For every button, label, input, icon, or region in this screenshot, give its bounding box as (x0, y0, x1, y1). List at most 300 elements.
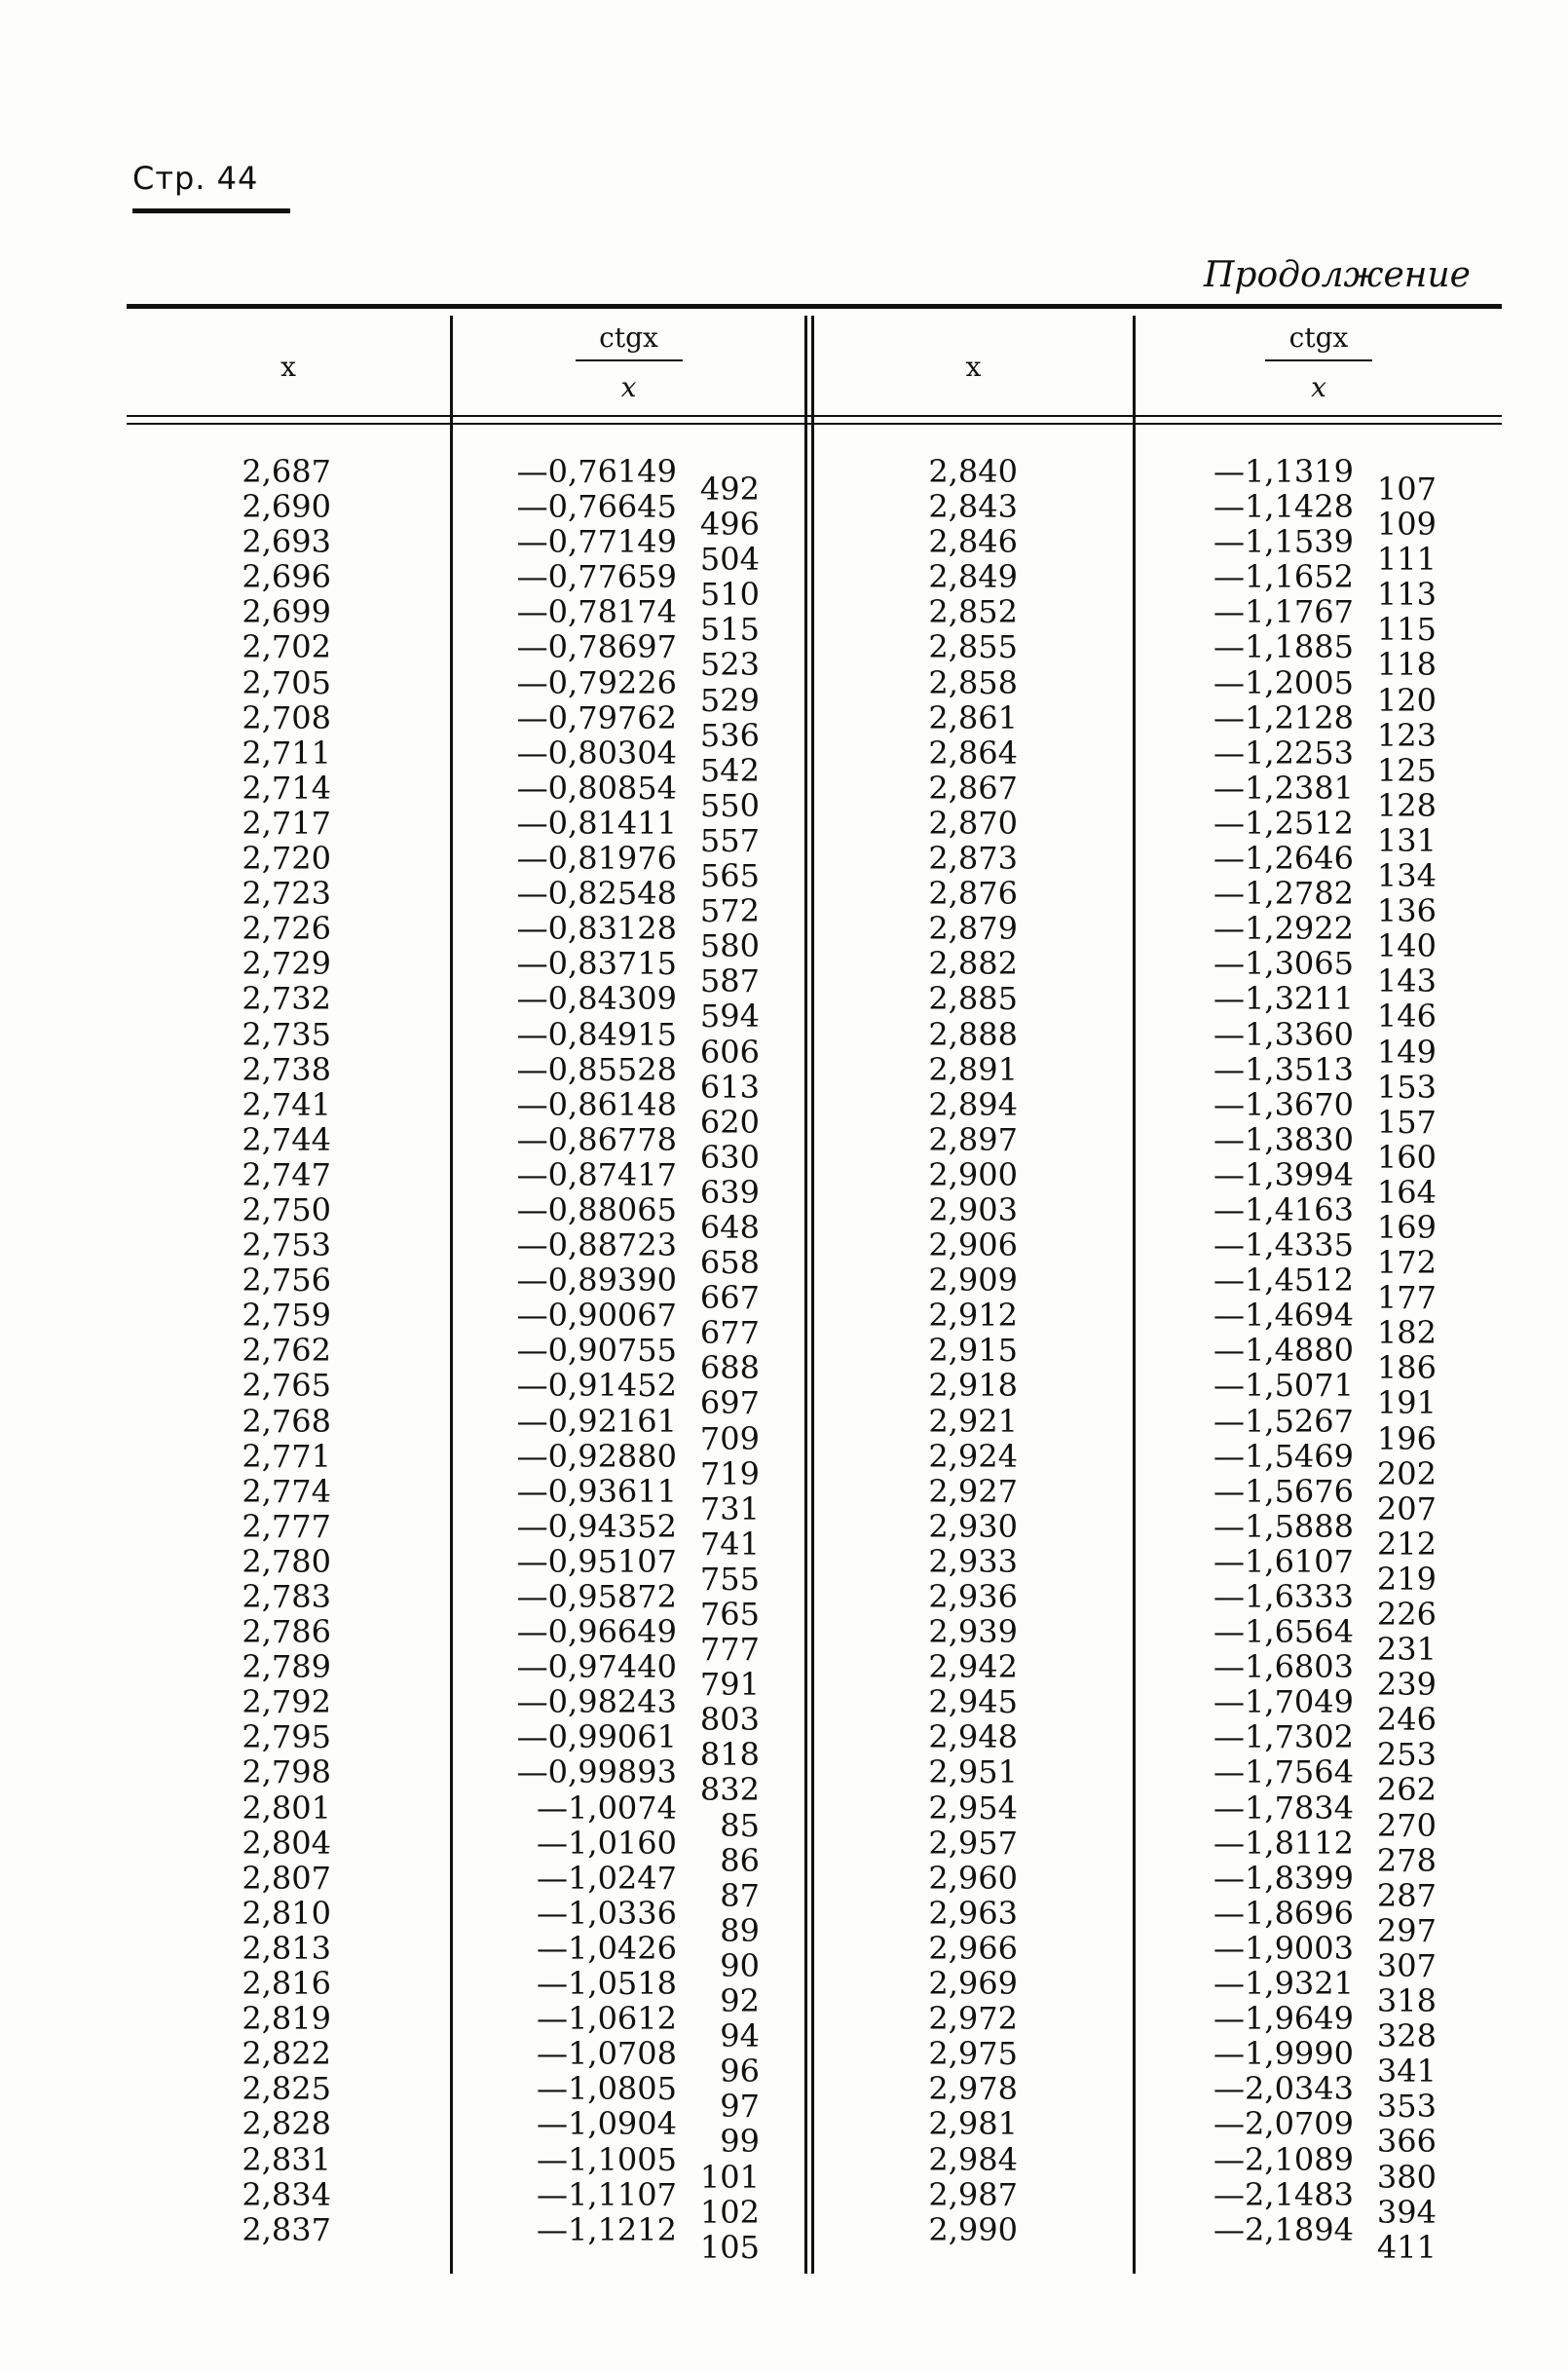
table-cell-difference: 92 (720, 1982, 760, 2020)
table-cell-difference: 536 (699, 716, 760, 754)
table-cell-difference: 113 (1376, 576, 1437, 614)
table-cell-difference: 688 (699, 1349, 760, 1387)
page-number-underline (132, 208, 290, 213)
table-cell-x: 2,951 (928, 1753, 1018, 1791)
table-cell-ctgx-over-x: —1,0805 (537, 2070, 677, 2108)
table-cell-x: 2,858 (928, 663, 1018, 701)
table-cell-x: 2,795 (242, 1718, 331, 1756)
table-cell-ctgx-over-x: —1,7302 (1213, 1718, 1354, 1756)
table-cell-x: 2,741 (242, 1085, 331, 1123)
table-cell-ctgx-over-x: —0,77659 (516, 558, 677, 596)
table-cell-difference: 219 (1376, 1560, 1437, 1598)
table-cell-x: 2,690 (242, 488, 331, 526)
table-cell-difference: 594 (699, 998, 760, 1036)
table-cell-ctgx-over-x: —0,98243 (516, 1683, 677, 1721)
table-cell-x: 2,696 (242, 558, 331, 596)
table-cell-difference: 207 (1376, 1489, 1437, 1527)
table-cell-x: 2,780 (242, 1542, 331, 1580)
table-cell-ctgx-over-x: —1,9990 (1213, 2035, 1354, 2073)
table-cell-x: 2,786 (242, 1613, 331, 1651)
table-top-rule (127, 304, 1502, 309)
table-cell-difference: 667 (699, 1279, 760, 1317)
table-cell-ctgx-over-x: —1,4163 (1213, 1190, 1354, 1228)
table-cell-x: 2,738 (242, 1050, 331, 1088)
table-cell-ctgx-over-x: —1,0426 (537, 1929, 677, 1967)
table-cell-x: 2,834 (242, 2175, 331, 2213)
table-cell-difference: 366 (1376, 2123, 1437, 2161)
table-cell-difference: 105 (699, 2228, 760, 2266)
table-cell-difference: 818 (699, 1736, 760, 1774)
table-cell-ctgx-over-x: —1,0247 (537, 1859, 677, 1897)
table-cell-x: 2,849 (928, 558, 1018, 596)
table-cell-x: 2,846 (928, 523, 1018, 561)
table-cell-ctgx-over-x: —1,1885 (1213, 628, 1354, 666)
table-cell-difference: 96 (720, 2053, 760, 2090)
table-cell-x: 2,711 (242, 734, 331, 772)
table-cell-x: 2,867 (928, 769, 1018, 807)
table-cell-difference: 107 (1376, 471, 1437, 508)
table-cell-difference: 172 (1376, 1244, 1437, 1282)
table-cell-difference: 523 (699, 646, 760, 684)
table-cell-difference: 297 (1376, 1911, 1437, 1949)
table-cell-x: 2,975 (928, 2035, 1018, 2073)
header-left-ctgx-over-x (453, 321, 804, 403)
table-cell-x: 2,960 (928, 1859, 1018, 1897)
table-cell-difference: 709 (699, 1419, 760, 1457)
table-cell-ctgx-over-x: —1,2128 (1213, 698, 1354, 736)
table-cell-difference: 177 (1376, 1279, 1437, 1317)
table-cell-difference: 697 (699, 1384, 760, 1422)
table-cell-x: 2,720 (242, 840, 331, 878)
table-cell-difference: 648 (699, 1208, 760, 1246)
table-cell-ctgx-over-x: —0,81411 (516, 804, 677, 842)
table-cell-difference: 492 (699, 471, 760, 508)
table-cell-x: 2,879 (928, 910, 1018, 948)
table-cell-ctgx-over-x: —1,5469 (1213, 1437, 1354, 1475)
table-cell-x: 2,774 (242, 1472, 331, 1510)
table-cell-ctgx-over-x: —1,0904 (537, 2105, 677, 2143)
table-cell-x: 2,819 (242, 2000, 331, 2038)
table-cell-x: 2,687 (242, 453, 331, 490)
table-cell-difference: 182 (1376, 1314, 1437, 1352)
table-cell-ctgx-over-x: —0,89390 (516, 1262, 677, 1300)
table-cell-x: 2,813 (242, 1929, 331, 1967)
table-cell-difference: 719 (699, 1454, 760, 1492)
table-cell-difference: 140 (1376, 927, 1437, 965)
table-cell-x: 2,903 (928, 1190, 1018, 1228)
table-cell-difference: 118 (1376, 646, 1437, 684)
table-cell-difference: 120 (1376, 681, 1437, 719)
table-cell-ctgx-over-x: —1,0708 (537, 2035, 677, 2073)
right-x-column (877, 454, 1018, 2247)
table-cell-ctgx-over-x: —1,8399 (1213, 1859, 1354, 1897)
table-cell-ctgx-over-x: —0,86778 (516, 1120, 677, 1158)
table-cell-ctgx-over-x: —0,80304 (516, 734, 677, 772)
table-cell-difference: 160 (1376, 1138, 1437, 1176)
table-cell-ctgx-over-x: —1,6333 (1213, 1578, 1354, 1615)
table-cell-difference: 146 (1376, 998, 1437, 1036)
table-cell-difference: 153 (1376, 1068, 1437, 1106)
table-cell-x: 2,792 (242, 1683, 331, 1721)
table-cell-difference: 86 (720, 1841, 760, 1879)
center-divider-b (811, 316, 814, 2274)
table-cell-difference: 149 (1376, 1033, 1437, 1071)
table-cell-x: 2,816 (242, 1965, 331, 2003)
table-cell-ctgx-over-x: —1,7049 (1213, 1683, 1354, 1721)
table-cell-x: 2,936 (928, 1578, 1018, 1615)
table-cell-ctgx-over-x: —0,76149 (516, 453, 677, 490)
table-cell-difference: 111 (1376, 541, 1437, 579)
table-cell-difference: 587 (699, 962, 760, 1000)
table-cell-difference: 97 (720, 2088, 760, 2126)
table-cell-difference: 658 (699, 1244, 760, 1282)
table-cell-difference: 136 (1376, 892, 1437, 930)
table-cell-difference: 270 (1376, 1806, 1437, 1844)
table-cell-x: 2,735 (242, 1015, 331, 1053)
table-cell-ctgx-over-x: —1,1539 (1213, 523, 1354, 561)
table-cell-difference: 529 (699, 681, 760, 719)
table-cell-difference: 101 (699, 2158, 760, 2196)
table-cell-difference: 731 (699, 1489, 760, 1527)
header-right-denominator: x (1311, 371, 1326, 403)
table-cell-difference: 677 (699, 1314, 760, 1352)
table-cell-ctgx-over-x: —1,1652 (1213, 558, 1354, 596)
table-cell-ctgx-over-x: —1,2646 (1213, 840, 1354, 878)
table-cell-ctgx-over-x: —1,0160 (537, 1824, 677, 1862)
table-cell-x: 2,762 (242, 1332, 331, 1370)
table-cell-x: 2,900 (928, 1155, 1018, 1193)
table-cell-x: 2,921 (928, 1402, 1018, 1440)
table-cell-difference: 186 (1376, 1349, 1437, 1387)
table-cell-x: 2,927 (928, 1472, 1018, 1510)
table-cell-ctgx-over-x: —0,97440 (516, 1648, 677, 1686)
table-cell-ctgx-over-x: —0,77149 (516, 523, 677, 561)
table-cell-difference: 328 (1376, 2017, 1437, 2055)
table-cell-ctgx-over-x: —1,1005 (537, 2140, 677, 2178)
table-cell-ctgx-over-x: —1,5267 (1213, 1402, 1354, 1440)
table-cell-x: 2,699 (242, 593, 331, 631)
table-cell-x: 2,864 (928, 734, 1018, 772)
table-cell-x: 2,732 (242, 980, 331, 1018)
table-cell-ctgx-over-x: —0,78697 (516, 628, 677, 666)
table-cell-x: 2,969 (928, 1965, 1018, 2003)
table-cell-ctgx-over-x: —0,88065 (516, 1190, 677, 1228)
table-cell-ctgx-over-x: —1,2005 (1213, 663, 1354, 701)
table-cell-x: 2,759 (242, 1297, 331, 1335)
table-cell-ctgx-over-x: —1,3830 (1213, 1120, 1354, 1158)
table-cell-x: 2,693 (242, 523, 331, 561)
table-cell-ctgx-over-x: —0,79762 (516, 698, 677, 736)
table-cell-ctgx-over-x: —1,4694 (1213, 1297, 1354, 1335)
table-cell-x: 2,957 (928, 1824, 1018, 1862)
table-cell-difference: 287 (1376, 1876, 1437, 1914)
table-cell-difference: 157 (1376, 1103, 1437, 1141)
table-cell-difference: 115 (1376, 611, 1437, 649)
table-cell-ctgx-over-x: —0,85528 (516, 1050, 677, 1088)
table-cell-ctgx-over-x: —0,90755 (516, 1332, 677, 1370)
header-right-ctgx-over-x (1136, 321, 1502, 403)
table-cell-x: 2,948 (928, 1718, 1018, 1756)
table-cell-difference: 565 (699, 857, 760, 895)
table-cell-x: 2,990 (928, 2210, 1018, 2248)
table-cell-x: 2,708 (242, 698, 331, 736)
table-cell-x: 2,981 (928, 2105, 1018, 2143)
table-cell-difference: 134 (1376, 857, 1437, 895)
table-cell-x: 2,873 (928, 840, 1018, 878)
table-cell-ctgx-over-x: —0,78174 (516, 593, 677, 631)
table-cell-ctgx-over-x: —1,1767 (1213, 593, 1354, 631)
table-cell-difference: 253 (1376, 1736, 1437, 1774)
table-cell-difference: 202 (1376, 1454, 1437, 1492)
table-cell-ctgx-over-x: —1,2253 (1213, 734, 1354, 772)
table-cell-difference: 94 (720, 2017, 760, 2055)
table-cell-x: 2,891 (928, 1050, 1018, 1088)
table-cell-x: 2,912 (928, 1297, 1018, 1335)
table-cell-x: 2,702 (242, 628, 331, 666)
table-cell-x: 2,771 (242, 1437, 331, 1475)
header-left-denominator: x (620, 371, 637, 403)
table-cell-ctgx-over-x: —0,86148 (516, 1085, 677, 1123)
table-cell-ctgx-over-x: —0,88723 (516, 1226, 677, 1264)
table-cell-ctgx-over-x: —1,5676 (1213, 1472, 1354, 1510)
table-cell-difference: 613 (699, 1068, 760, 1106)
table-cell-difference: 580 (699, 927, 760, 965)
table-cell-x: 2,861 (928, 698, 1018, 736)
table-cell-x: 2,726 (242, 910, 331, 948)
table-cell-x: 2,807 (242, 1859, 331, 1897)
table-cell-ctgx-over-x: —2,1089 (1213, 2140, 1354, 2178)
table-cell-ctgx-over-x: —0,93611 (516, 1472, 677, 1510)
table-cell-ctgx-over-x: —0,99061 (516, 1718, 677, 1756)
table-cell-difference: 89 (720, 1911, 760, 1949)
table-cell-difference: 639 (699, 1173, 760, 1211)
table-cell-x: 2,843 (928, 488, 1018, 526)
table-cell-difference: 606 (699, 1033, 760, 1071)
table-cell-ctgx-over-x: —0,84309 (516, 980, 677, 1018)
table-cell-difference: 278 (1376, 1841, 1437, 1879)
table-cell-ctgx-over-x: —2,0709 (1213, 2105, 1354, 2143)
table-cell-ctgx-over-x: —0,84915 (516, 1015, 677, 1053)
header-left-numerator: ctgx (599, 321, 658, 354)
table-cell-difference: 380 (1376, 2158, 1437, 2196)
table-cell-x: 2,705 (242, 663, 331, 701)
table-cell-difference: 90 (720, 1946, 760, 1984)
table-cell-x: 2,765 (242, 1367, 331, 1405)
table-cell-difference: 169 (1376, 1208, 1437, 1246)
table-cell-x: 2,945 (928, 1683, 1018, 1721)
table-cell-x: 2,717 (242, 804, 331, 842)
table-cell-ctgx-over-x: —0,92880 (516, 1437, 677, 1475)
table-cell-ctgx-over-x: —1,1107 (537, 2175, 677, 2213)
table-cell-difference: 191 (1376, 1384, 1437, 1422)
table-cell-x: 2,789 (242, 1648, 331, 1686)
table-cell-ctgx-over-x: —1,8112 (1213, 1824, 1354, 1862)
table-cell-x: 2,870 (928, 804, 1018, 842)
table-cell-ctgx-over-x: —0,99893 (516, 1753, 677, 1791)
table-cell-ctgx-over-x: —1,3994 (1213, 1155, 1354, 1193)
table-cell-x: 2,906 (928, 1226, 1018, 1264)
table-cell-x: 2,729 (242, 945, 331, 983)
table-cell-ctgx-over-x: —1,5071 (1213, 1367, 1354, 1405)
table-cell-x: 2,810 (242, 1894, 331, 1932)
table-cell-ctgx-over-x: —1,9003 (1213, 1929, 1354, 1967)
table-cell-difference: 102 (699, 2193, 760, 2231)
table-cell-difference: 510 (699, 576, 760, 614)
column-divider-1 (450, 316, 453, 2274)
table-cell-difference: 630 (699, 1138, 760, 1176)
table-cell-x: 2,753 (242, 1226, 331, 1264)
table-cell-x: 2,963 (928, 1894, 1018, 1932)
table-cell-difference: 131 (1376, 821, 1437, 859)
table-cell-ctgx-over-x: —1,0074 (537, 1789, 677, 1827)
table-cell-ctgx-over-x: —2,0343 (1213, 2070, 1354, 2108)
table-cell-difference: 803 (699, 1701, 760, 1739)
table-cell-difference: 109 (1376, 506, 1437, 544)
table-cell-ctgx-over-x: —1,4335 (1213, 1226, 1354, 1264)
header-right-x: x (965, 351, 982, 383)
table-cell-ctgx-over-x: —0,95872 (516, 1578, 677, 1615)
table-cell-difference: 411 (1376, 2228, 1437, 2266)
table-cell-difference: 128 (1376, 786, 1437, 824)
table-cell-ctgx-over-x: —1,0518 (537, 1965, 677, 2003)
header-right-fraction-bar (1265, 359, 1372, 361)
table-cell-difference: 515 (699, 611, 760, 649)
table-cell-x: 2,924 (928, 1437, 1018, 1475)
table-cell-difference: 496 (699, 506, 760, 544)
table-cell-difference: 226 (1376, 1596, 1437, 1633)
table-cell-x: 2,831 (242, 2140, 331, 2178)
table-cell-ctgx-over-x: —1,3513 (1213, 1050, 1354, 1088)
header-rule-1 (127, 415, 1502, 417)
table-cell-x: 2,966 (928, 1929, 1018, 1967)
table-cell-ctgx-over-x: —0,76645 (516, 488, 677, 526)
table-cell-x: 2,747 (242, 1155, 331, 1193)
table-cell-difference: 143 (1376, 962, 1437, 1000)
table-cell-ctgx-over-x: —1,3670 (1213, 1085, 1354, 1123)
table-cell-ctgx-over-x: —0,94352 (516, 1507, 677, 1545)
table-cell-difference: 394 (1376, 2193, 1437, 2231)
table-cell-difference: 620 (699, 1103, 760, 1141)
table-cell-x: 2,768 (242, 1402, 331, 1440)
table-cell-x: 2,777 (242, 1507, 331, 1545)
table-cell-ctgx-over-x: —1,1212 (537, 2210, 677, 2248)
table-cell-difference: 318 (1376, 1982, 1437, 2020)
left-x-column (195, 454, 331, 2247)
table-cell-ctgx-over-x: —0,92161 (516, 1402, 677, 1440)
table-cell-x: 2,930 (928, 1507, 1018, 1545)
table-cell-x: 2,954 (928, 1789, 1018, 1827)
table-cell-ctgx-over-x: —1,6803 (1213, 1648, 1354, 1686)
table-cell-difference: 212 (1376, 1525, 1437, 1563)
table-cell-difference: 85 (720, 1806, 760, 1844)
table-cell-x: 2,909 (928, 1262, 1018, 1300)
table-cell-difference: 765 (699, 1596, 760, 1633)
table-cell-ctgx-over-x: —0,87417 (516, 1155, 677, 1193)
table-cell-ctgx-over-x: —0,83715 (516, 945, 677, 983)
table-cell-difference: 542 (699, 751, 760, 789)
table-cell-x: 2,915 (928, 1332, 1018, 1370)
table-cell-x: 2,894 (928, 1085, 1018, 1123)
table-cell-x: 2,822 (242, 2035, 331, 2073)
table-cell-x: 2,939 (928, 1613, 1018, 1651)
left-ctgx-column (487, 454, 677, 2247)
table-cell-ctgx-over-x: —0,82548 (516, 875, 677, 913)
table-cell-ctgx-over-x: —1,2782 (1213, 875, 1354, 913)
table-cell-difference: 791 (699, 1666, 760, 1704)
table-cell-x: 2,840 (928, 453, 1018, 490)
table-cell-difference: 307 (1376, 1946, 1437, 1984)
table-cell-ctgx-over-x: —0,80854 (516, 769, 677, 807)
table-cell-ctgx-over-x: —2,1483 (1213, 2175, 1354, 2213)
table-cell-ctgx-over-x: —1,7564 (1213, 1753, 1354, 1791)
table-cell-x: 2,798 (242, 1753, 331, 1791)
table-cell-difference: 123 (1376, 716, 1437, 754)
table-cell-difference: 832 (699, 1771, 760, 1809)
table-cell-ctgx-over-x: —2,1894 (1213, 2210, 1354, 2248)
table-cell-ctgx-over-x: —1,1428 (1213, 488, 1354, 526)
table-cell-difference: 239 (1376, 1666, 1437, 1704)
table-cell-x: 2,978 (928, 2070, 1018, 2108)
table-cell-ctgx-over-x: —1,2922 (1213, 910, 1354, 948)
table-cell-x: 2,972 (928, 2000, 1018, 2038)
table-cell-ctgx-over-x: —1,9321 (1213, 1965, 1354, 2003)
table-cell-x: 2,888 (928, 1015, 1018, 1053)
table-cell-x: 2,744 (242, 1120, 331, 1158)
table-cell-difference: 231 (1376, 1631, 1437, 1669)
continuation-label: Продолжение (1204, 255, 1471, 295)
header-left-fraction-bar (576, 359, 683, 361)
table-cell-x: 2,987 (928, 2175, 1018, 2213)
table-cell-ctgx-over-x: —0,91452 (516, 1367, 677, 1405)
table-cell-ctgx-over-x: —1,9649 (1213, 2000, 1354, 2038)
table-cell-difference: 353 (1376, 2088, 1437, 2126)
table-cell-x: 2,942 (928, 1648, 1018, 1686)
table-cell-x: 2,828 (242, 2105, 331, 2143)
table-cell-difference: 246 (1376, 1701, 1437, 1739)
table-cell-difference: 777 (699, 1631, 760, 1669)
table-cell-ctgx-over-x: —1,8696 (1213, 1894, 1354, 1932)
table-cell-difference: 550 (699, 786, 760, 824)
table-cell-x: 2,855 (928, 628, 1018, 666)
table-cell-difference: 572 (699, 892, 760, 930)
table-cell-ctgx-over-x: —1,2512 (1213, 804, 1354, 842)
table-cell-x: 2,918 (928, 1367, 1018, 1405)
table-cell-ctgx-over-x: —1,2381 (1213, 769, 1354, 807)
table-cell-ctgx-over-x: —1,3211 (1213, 980, 1354, 1018)
table-cell-difference: 741 (699, 1525, 760, 1563)
table-cell-ctgx-over-x: —1,3360 (1213, 1015, 1354, 1053)
table-cell-ctgx-over-x: —1,5888 (1213, 1507, 1354, 1545)
table-cell-ctgx-over-x: —1,7834 (1213, 1789, 1354, 1827)
table-cell-ctgx-over-x: —0,83128 (516, 910, 677, 948)
table-cell-x: 2,933 (928, 1542, 1018, 1580)
table-cell-ctgx-over-x: —1,1319 (1213, 453, 1354, 490)
table-cell-ctgx-over-x: —1,4512 (1213, 1262, 1354, 1300)
table-cell-x: 2,882 (928, 945, 1018, 983)
right-difference-column (1359, 471, 1437, 2265)
left-difference-column (682, 471, 760, 2265)
table-cell-x: 2,852 (928, 593, 1018, 631)
table-cell-x: 2,750 (242, 1190, 331, 1228)
table-cell-x: 2,714 (242, 769, 331, 807)
table-cell-difference: 262 (1376, 1771, 1437, 1809)
right-ctgx-column (1164, 454, 1354, 2247)
table-cell-difference: 87 (720, 1876, 760, 1914)
table-cell-x: 2,885 (928, 980, 1018, 1018)
table-cell-x: 2,825 (242, 2070, 331, 2108)
table-cell-ctgx-over-x: —0,79226 (516, 663, 677, 701)
table-cell-x: 2,756 (242, 1262, 331, 1300)
